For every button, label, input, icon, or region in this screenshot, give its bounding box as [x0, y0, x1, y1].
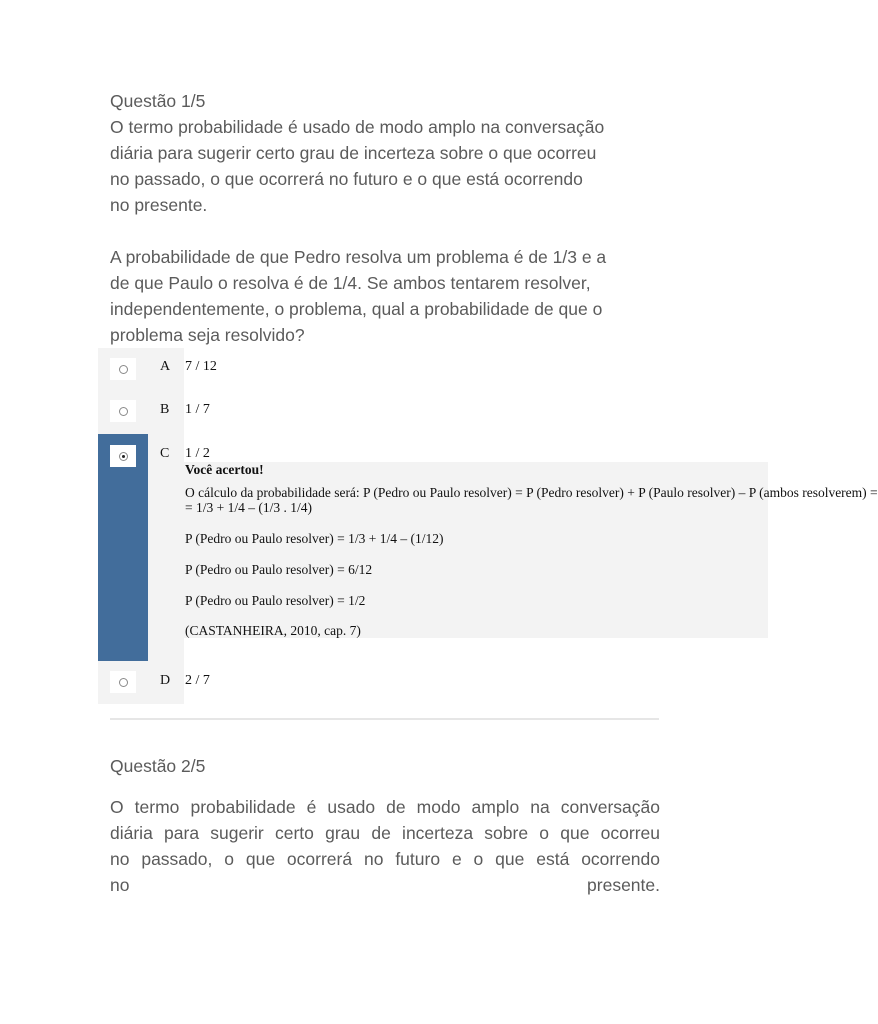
radio-icon	[119, 678, 128, 687]
feedback-title: Você acertou!	[185, 462, 264, 477]
text-line: diária para sugerir certo grau de incerteza sobre o que ocorreu	[110, 143, 597, 163]
feedback-line: P (Pedro ou Paulo resolver) = 1/3 + 1/4 – (1/12)	[185, 531, 444, 546]
option-b-radio[interactable]	[110, 400, 136, 422]
option-c-text[interactable]: 1 / 2	[185, 446, 210, 461]
question-divider	[110, 718, 659, 720]
option-d-radio[interactable]	[110, 671, 136, 693]
option-a-radio[interactable]	[110, 358, 136, 380]
option-b-letter: B	[160, 402, 170, 417]
text-line: de que Paulo o resolva é de 1/4. Se ambos tentarem resolver,	[110, 273, 591, 293]
question-1-context	[110, 114, 660, 218]
option-c-radio[interactable]	[110, 445, 136, 467]
option-a-text[interactable]: 7 / 12	[185, 359, 217, 374]
selected-option-highlight	[98, 434, 148, 661]
text-line: A probabilidade de que Pedro resolva um problema é de 1/3 e a	[110, 247, 607, 267]
question-2-title: Questão 2/5	[110, 756, 206, 776]
text-line: O termo probabilidade é usado de modo amplo na conversação	[110, 117, 605, 137]
text-line: diária para sugerir certo grau de incerteza sobre o que ocorreu	[110, 823, 660, 843]
text-line: independentemente, o problema, qual a probabilidade de que o	[110, 299, 603, 319]
option-d-letter: D	[160, 673, 171, 688]
option-b-text[interactable]: 1 / 7	[185, 402, 210, 417]
radio-checked-icon	[119, 452, 128, 461]
text-line: O termo probabilidade é usado de modo amplo na conversação	[110, 797, 660, 817]
feedback-line: = 1/3 + 1/4 – (1/3 . 1/4)	[185, 500, 312, 515]
text-line: no passado, o que ocorrerá no futuro e o que está ocorrendo	[110, 169, 583, 189]
option-a-letter: A	[160, 359, 171, 374]
feedback-line: O cálculo da probabilidade será: P (Pedro ou Paulo resolver) = P (Pedro resolver) + P (Paulo resolver) – P (ambos resolverem) =	[185, 485, 878, 500]
feedback-citation: (CASTANHEIRA, 2010, cap. 7)	[185, 623, 361, 638]
radio-icon	[119, 407, 128, 416]
text-line: no presente.	[110, 875, 660, 895]
radio-icon	[119, 365, 128, 374]
question-1-title: Questão 1/5	[110, 91, 206, 111]
text-line: no passado, o que ocorrerá no futuro e o que está ocorrendo	[110, 849, 660, 869]
feedback-line: P (Pedro ou Paulo resolver) = 1/2	[185, 593, 366, 608]
option-c-letter: C	[160, 446, 170, 461]
text-line: problema seja resolvido?	[110, 325, 305, 345]
feedback-line: P (Pedro ou Paulo resolver) = 6/12	[185, 562, 373, 577]
text-line: no presente.	[110, 195, 208, 215]
option-d-text[interactable]: 2 / 7	[185, 673, 210, 688]
question-1-prompt	[110, 244, 660, 348]
